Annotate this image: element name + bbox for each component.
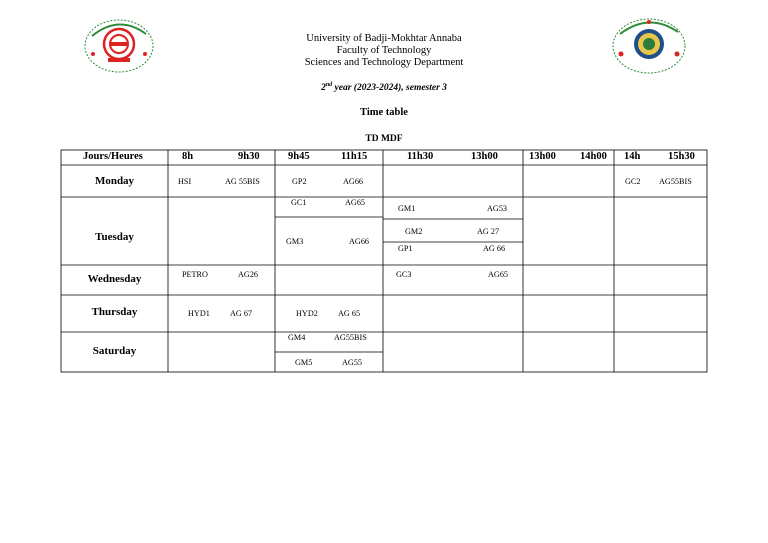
group-code: GC1	[291, 198, 307, 207]
room-code: AG65	[488, 270, 509, 279]
group-code: HSI	[178, 177, 192, 186]
header-time: 11h15	[341, 151, 368, 162]
room-code: AG 55BIS	[225, 177, 260, 186]
header-time: 13h00	[471, 151, 498, 162]
header-days-hours: Jours/Heures	[83, 151, 143, 162]
header-time: 9h45	[288, 151, 310, 162]
header-time: 11h30	[407, 151, 434, 162]
room-code: AG55	[342, 358, 363, 367]
header-time: 8h	[182, 151, 194, 162]
room-code: AG 66	[483, 244, 506, 253]
room-code: AG66	[349, 237, 370, 246]
group-code: GM5	[295, 358, 313, 367]
university-name: University of Badji-Mokhtar Annaba	[306, 33, 462, 44]
faculty-name: Faculty of Technology	[336, 45, 432, 56]
group-code: GC3	[396, 270, 412, 279]
group-code: GC2	[625, 177, 641, 186]
room-code: AG55BIS	[334, 333, 367, 342]
day-wednesday: Wednesday	[87, 273, 142, 285]
room-code: AG55BIS	[659, 177, 692, 186]
room-code: AG65	[345, 198, 366, 207]
header-time: 14h	[624, 151, 641, 162]
header-time: 9h30	[238, 151, 260, 162]
group-code: GM2	[405, 227, 423, 236]
group-code: GM4	[288, 333, 306, 342]
group-title: TD MDF	[365, 134, 403, 144]
day-saturday: Saturday	[92, 345, 137, 357]
day-monday: Monday	[94, 175, 135, 187]
group-code: GP1	[398, 244, 413, 253]
group-code: HYD1	[188, 309, 210, 318]
room-code: AG26	[238, 270, 259, 279]
header-time: 14h00	[580, 151, 607, 162]
academic-year: 2nd year (2023-2024), semester 3	[321, 82, 447, 94]
group-code: GM3	[286, 237, 304, 246]
header-time: 15h30	[668, 151, 695, 162]
header-time: 13h00	[529, 151, 556, 162]
group-code: GP2	[292, 177, 307, 186]
room-code: AG 27	[477, 227, 500, 236]
room-code: AG66	[343, 177, 364, 186]
department-name: Sciences and Technology Department	[304, 57, 464, 68]
day-tuesday: Tuesday	[95, 231, 134, 243]
room-code: AG 65	[338, 309, 361, 318]
page-title: Time table	[360, 107, 408, 118]
group-code: HYD2	[296, 309, 318, 318]
group-code: PETRO	[182, 270, 208, 279]
group-code: GM1	[398, 204, 416, 213]
day-thursday: Thursday	[91, 306, 138, 318]
room-code: AG53	[487, 204, 508, 213]
room-code: AG 67	[230, 309, 253, 318]
